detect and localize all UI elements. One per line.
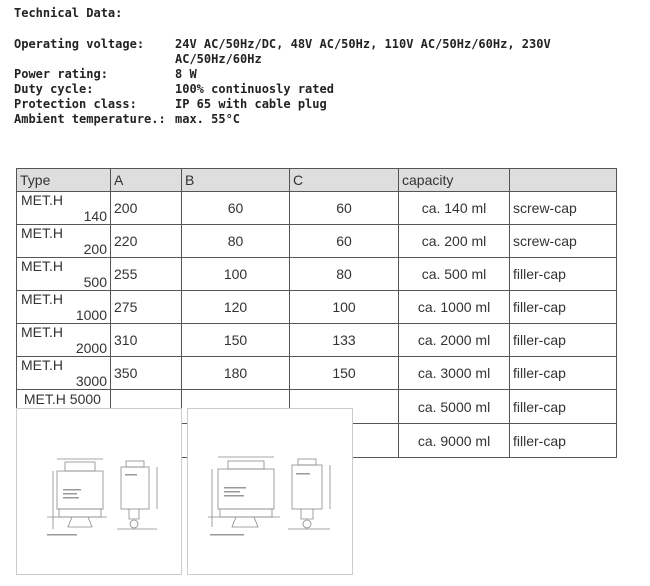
technical-drawing-image [17,409,181,574]
table-row [17,324,617,357]
cell-c: 133 [290,324,399,357]
technical-data-heading: Technical Data: [14,6,123,20]
table-header-row [17,169,617,192]
header-a: A [111,169,182,192]
cell-type [17,192,111,225]
type-size: 3000 [75,373,107,389]
type-size: 1000 [75,307,107,323]
cell-a: 200 [111,192,182,225]
type-size: 200 [83,241,107,257]
spec-row [14,112,575,127]
cell-a: 255 [111,258,182,291]
header-b: B [182,169,290,192]
spec-value: 8 W [175,67,197,81]
cell-capacity: ca. 1000 ml [399,291,510,324]
spec-label: Protection class: [14,97,137,111]
cell-a: 310 [111,324,182,357]
cell-c: 100 [290,291,399,324]
cell-capacity: ca. 2000 ml [399,324,510,357]
spec-value: 24V AC/50Hz/DC, 48V AC/50Hz, 110V AC/50Hz/60Hz, 230V AC/50Hz/60Hz [175,37,551,66]
type-line1: MET.H 5000 [23,390,101,407]
cell-capacity: ca. 500 ml [399,258,510,291]
type-name: MET.H [21,291,63,307]
header-cap [510,169,617,192]
table-row [17,258,617,291]
cell-c: 60 [290,225,399,258]
cell-b: 150 [182,324,290,357]
type-size: 500 [83,274,107,290]
type-name: MET.H [21,357,63,373]
cell-type [17,225,111,258]
cell-cap: filler-cap [510,324,617,357]
cell-capacity: ca. 200 ml [399,225,510,258]
type-size: 140 [83,208,107,224]
cell-capacity: ca. 9000 ml [399,424,510,458]
cell-c: 150 [290,357,399,390]
cell-capacity: ca. 3000 ml [399,357,510,390]
spec-value: 100% continuosly rated [175,82,334,96]
spec-value: IP 65 with cable plug [175,97,327,111]
spec-row [14,37,575,67]
cell-cap: filler-cap [510,390,617,424]
spec-row [14,67,575,82]
header-c: C [290,169,399,192]
table-row [17,192,617,225]
cell-b: 120 [182,291,290,324]
type-size: 2000 [75,340,107,356]
cell-type [17,324,111,357]
cell-cap: screw-cap [510,192,617,225]
table-row [17,291,617,324]
cell-b: 80 [182,225,290,258]
cell-capacity: ca. 5000 ml [399,390,510,424]
cell-a: 275 [111,291,182,324]
cell-b: 180 [182,357,290,390]
spec-label: Duty cycle: [14,82,94,96]
cell-cap: filler-cap [510,424,617,458]
cell-cap: filler-cap [510,258,617,291]
cell-a: 220 [111,225,182,258]
table-row [17,225,617,258]
cell-capacity: ca. 140 ml [399,192,510,225]
cell-cap: screw-cap [510,225,617,258]
spec-list [14,37,575,127]
header-type: Type [17,169,111,192]
spec-value: max. 55°C [175,112,241,126]
cell-cap: filler-cap [510,357,617,390]
technical-drawing-1[interactable] [16,408,182,575]
type-name: MET.H [21,192,63,208]
cell-type [17,357,111,390]
header-capacity: capacity [399,169,510,192]
spec-label: Operating voltage: [14,37,145,51]
spec-label: Power rating: [14,67,108,81]
cell-b: 60 [182,192,290,225]
spec-row [14,97,575,112]
cell-type [17,291,111,324]
cell-a: 350 [111,357,182,390]
cell-cap: filler-cap [510,291,617,324]
type-name: MET.H [21,225,63,241]
spec-label: Ambient temperature.: [14,112,166,126]
cell-c: 80 [290,258,399,291]
technical-drawing-2[interactable] [187,408,353,575]
table-row [17,357,617,390]
type-name: MET.H [21,324,63,340]
cell-c: 60 [290,192,399,225]
type-name: MET.H [21,258,63,274]
technical-drawing-image [188,409,352,574]
cell-type [17,258,111,291]
spec-row [14,82,575,97]
cell-b: 100 [182,258,290,291]
